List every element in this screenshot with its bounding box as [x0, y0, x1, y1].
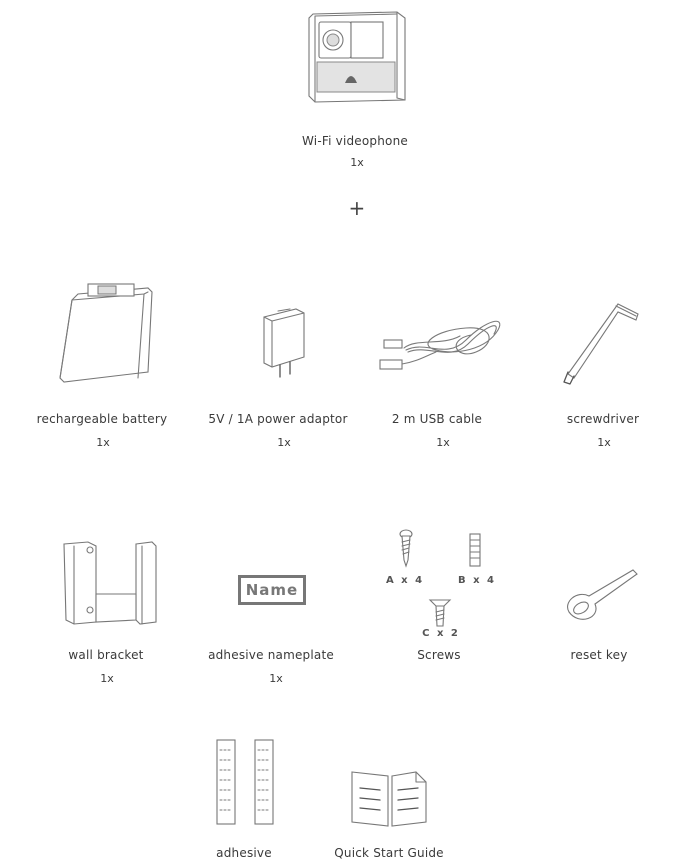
screws-label: Screws — [417, 648, 461, 662]
power-adaptor-icon — [258, 305, 308, 384]
adhesive-label: adhesive — [216, 846, 272, 860]
videophone-icon — [305, 8, 410, 108]
screw-c-tag: C x 2 — [422, 628, 460, 639]
wall-bracket-icon — [60, 538, 160, 632]
resetkey-label: reset key — [570, 648, 628, 662]
bracket-label: wall bracket — [68, 648, 144, 662]
cable-qty: 1x — [436, 436, 450, 449]
screw-a-tag: A x 4 — [385, 575, 425, 586]
reset-key-icon — [563, 562, 648, 631]
nameplate-icon — [238, 575, 306, 605]
battery-icon — [58, 280, 158, 389]
adaptor-qty: 1x — [277, 436, 291, 449]
guide-label: Quick Start Guide — [334, 846, 444, 860]
battery-qty: 1x — [96, 436, 110, 449]
adaptor-label: 5V / 1A power adaptor — [208, 412, 348, 426]
nameplate-qty: 1x — [269, 672, 283, 685]
screw-b-tag: B x 4 — [458, 575, 496, 586]
plus-sign: + — [348, 196, 366, 220]
battery-label: rechargeable battery — [36, 412, 168, 426]
videophone-qty: 1x — [350, 156, 364, 169]
screwdriver-label: screwdriver — [566, 412, 640, 426]
videophone-label: Wi-Fi videophone — [302, 134, 408, 148]
cable-label: 2 m USB cable — [391, 412, 483, 426]
usb-cable-icon — [376, 310, 506, 384]
screwdriver-icon — [560, 298, 645, 392]
nameplate-label: adhesive nameplate — [208, 648, 334, 662]
quick-start-guide-icon — [350, 770, 430, 834]
adhesive-strips-icon — [215, 738, 275, 832]
bracket-qty: 1x — [100, 672, 114, 685]
nameplate-text: Name — [245, 581, 299, 599]
screwdriver-qty: 1x — [597, 436, 611, 449]
